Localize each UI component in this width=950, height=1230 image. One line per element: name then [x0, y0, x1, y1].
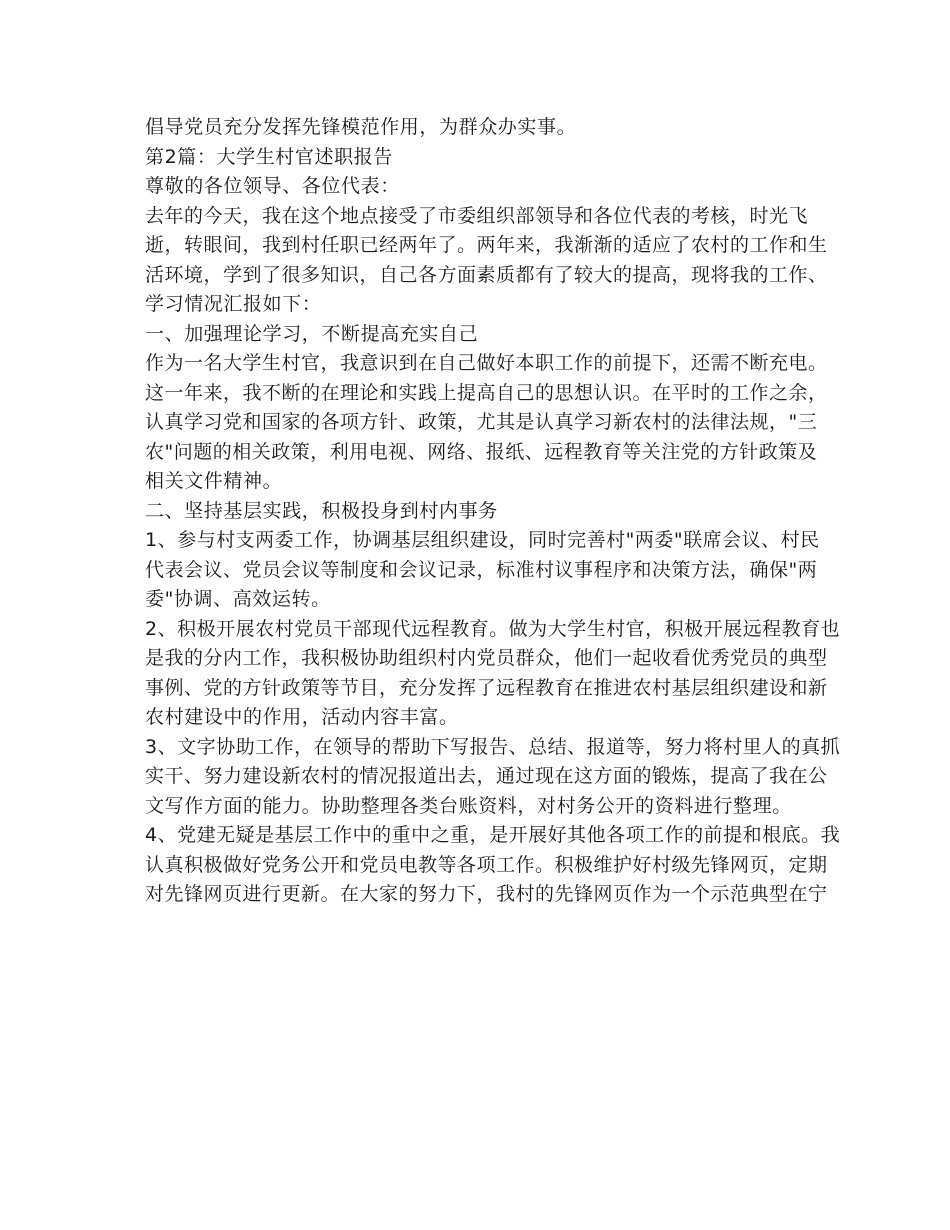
- text-line: 去年的今天，我在这个地点接受了市委组织部领导和各位代表的考核，时光飞: [145, 204, 809, 227]
- list-item-line: 2、积极开展农村党员干部现代远程教育。做为大学生村官，积极开展远程教育也: [145, 617, 841, 640]
- list-item-line: 3、文字协助工作，在领导的帮助下写报告、总结、报道等，努力将村里人的真抓: [145, 735, 841, 758]
- section-title: 第2篇：大学生村官述职报告: [145, 145, 393, 168]
- list-item-line: 4、党建无疑是基层工作中的重中之重，是开展好其他各项工作的前提和根底。我: [145, 824, 841, 846]
- list-item-line: 是我的分内工作，我积极协助组织村内党员群众，他们一起收看优秀党员的典型: [145, 647, 828, 669]
- text-line: 认真学习党和国家的各项方针、政策，尤其是认真学习新农村的法律法规，"三: [145, 411, 818, 433]
- list-item-line: 农村建设中的作用，活动内容丰富。: [145, 706, 459, 728]
- list-item-line: 事例、党的方针政策等节目，充分发挥了远程教育在推进农村基层组织建设和新: [145, 676, 828, 699]
- text-line: 这一年来，我不断的在理论和实践上提高自己的思想认识。在平时的工作之余，: [145, 381, 828, 404]
- subheading: 一、加强理论学习，不断提高充实自己: [145, 322, 479, 345]
- text-line: 作为一名大学生村官，我意识到在自己做好本职工作的前提下，还需不断充电。: [145, 352, 828, 374]
- text-line: 学习情况汇报如下：: [145, 293, 322, 315]
- document-body: [145, 113, 841, 910]
- list-item-line: 认真积极做好党务公开和党员电教等各项工作。积极维护好村级先锋网页，定期: [145, 853, 828, 876]
- text-line: 逝，转眼间，我到村任职已经两年了。两年来，我渐渐的适应了农村的工作和生: [145, 234, 828, 256]
- text-line: 相关文件精神。: [145, 470, 283, 492]
- list-item-line: 实干、努力建设新农村的情况报道出去，通过现在这方面的锻炼，提高了我在公: [145, 765, 828, 787]
- list-item-line: 委"协调、高效运转。: [145, 588, 331, 610]
- list-item-line: 文写作方面的能力。协助整理各类台账资料，对村务公开的资料进行整理。: [145, 794, 792, 817]
- list-item-line: 1、参与村支两委工作，协调基层组织建设，同时完善村"两委"联席会议、村民: [145, 529, 820, 551]
- subheading: 二、坚持基层实践，积极投身到村内事务: [145, 499, 498, 522]
- text-line: 倡导党员充分发挥先锋模范作用，为群众办实事。: [145, 116, 577, 138]
- text-line: 农"问题的相关政策，利用电视、网络、报纸、远程教育等关注党的方针政策及: [145, 440, 818, 463]
- list-item-line: 代表会议、党员会议等制度和会议记录，标准村议事程序和决策方法，确保"两: [145, 558, 818, 581]
- list-item-line: 对先锋网页进行更新。在大家的努力下，我村的先锋网页作为一个示范典型在宁: [145, 883, 828, 905]
- salutation: 尊敬的各位领导、各位代表：: [145, 175, 400, 197]
- text-line: 活环境，学到了很多知识，自己各方面素质都有了较大的提高，现将我的工作、: [145, 263, 828, 286]
